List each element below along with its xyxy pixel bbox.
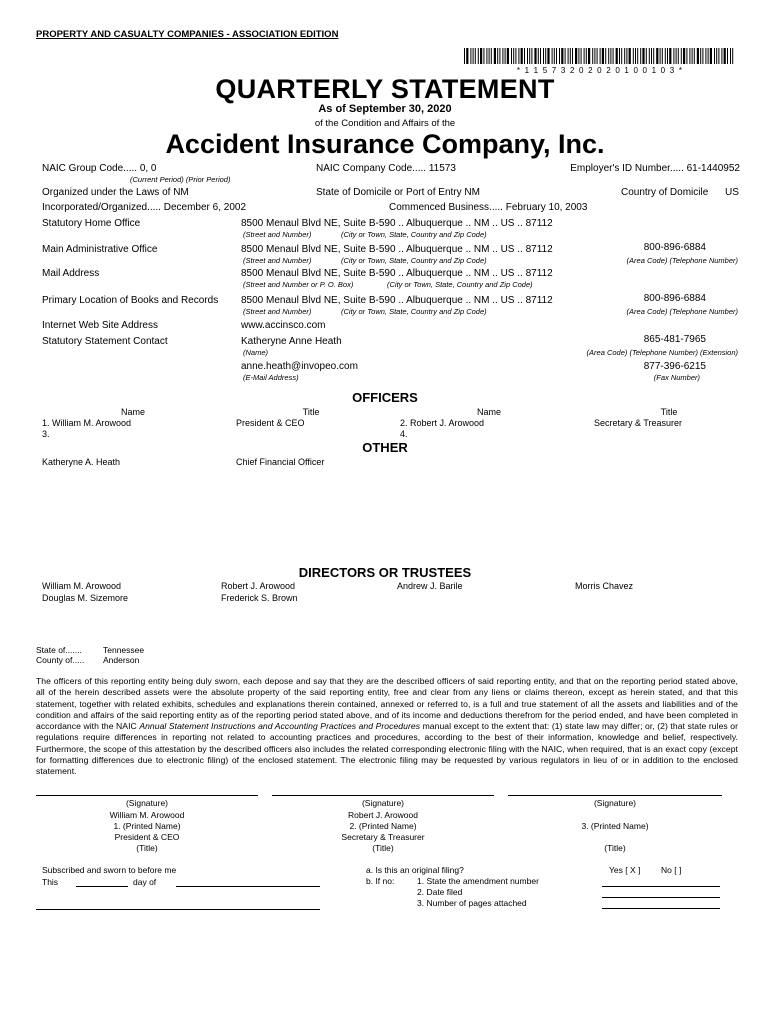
officers-heading: OFFICERS xyxy=(352,390,418,405)
barcode-bar xyxy=(600,48,601,64)
pages-attached-label: 3. Number of pages attached xyxy=(417,898,527,908)
barcode-bar xyxy=(626,48,627,64)
day-line xyxy=(76,886,128,887)
director-name: Frederick S. Brown xyxy=(221,593,298,603)
email-hint: (E-Mail Address) xyxy=(243,373,299,382)
city-hint: (City or Town, State, Country and Zip Code) xyxy=(341,307,487,316)
barcode-bar xyxy=(662,48,663,64)
barcode-bar xyxy=(531,48,532,64)
barcode-bar xyxy=(559,48,560,64)
phone-extension-hint: (Area Code) (Telephone Number) (Extension) xyxy=(586,348,738,357)
employer-id: Employer's ID Number..... 61-1440952 xyxy=(570,163,740,174)
barcode-bar xyxy=(483,48,484,64)
amendment-number-label: 1. State the amendment number xyxy=(417,876,539,886)
barcode-bar xyxy=(635,48,636,64)
officer-1-name: 1. William M. Arowood xyxy=(42,418,132,428)
barcode-bar xyxy=(730,48,731,64)
main-admin-address: 8500 Menaul Blvd NE, Suite B-590 .. Albuquerque .. NM .. US .. 87112 xyxy=(241,244,553,255)
title-label: (Title) xyxy=(604,843,626,853)
title-label: (Title) xyxy=(372,843,394,853)
barcode-bar xyxy=(714,48,715,64)
barcode-bar xyxy=(697,48,699,64)
website-label: Internet Web Site Address xyxy=(42,320,158,331)
barcode-bar xyxy=(660,48,661,64)
contact-name: Katheryne Anne Heath xyxy=(241,336,342,347)
barcode-bar xyxy=(470,48,471,64)
signature-label: (Signature) xyxy=(593,798,637,808)
barcode-bar xyxy=(646,48,647,64)
barcode-bar xyxy=(673,48,674,64)
original-filing-yes: Yes [ X ] xyxy=(609,865,641,875)
city-hint: (City or Town, State, Country and Zip Code) xyxy=(341,230,487,239)
barcode-bar xyxy=(521,48,523,64)
barcode-bar xyxy=(494,48,496,64)
director-name: Douglas M. Sizemore xyxy=(42,593,129,603)
barcode-bar xyxy=(651,48,652,64)
barcode-bar xyxy=(515,48,516,64)
contact-email: anne.heath@invopeo.com xyxy=(241,361,358,372)
attestation-italic-text: Annual Statement Instructions and Accounting Practices and Procedures xyxy=(139,721,421,732)
barcode-bar xyxy=(561,48,563,64)
barcode-bar xyxy=(633,48,634,64)
signer-2-name: Robert J. Arowood xyxy=(348,810,418,820)
pages-attached-line xyxy=(602,908,720,909)
state-of-domicile: State of Domicile or Port of Entry NM xyxy=(316,187,480,198)
barcode-bar xyxy=(507,48,509,64)
books-records-address: 8500 Menaul Blvd NE, Suite B-590 .. Albuquerque .. NM .. US .. 87112 xyxy=(241,295,553,306)
other-officer-name: Katheryne A. Heath xyxy=(42,457,121,467)
printed-name-label: 1. (Printed Name) xyxy=(113,821,181,831)
barcode-bar xyxy=(656,48,658,64)
barcode-bar xyxy=(570,48,571,64)
barcode-bar xyxy=(568,48,569,64)
books-records-phone: 800-896-6884 xyxy=(643,293,706,304)
barcode-bar xyxy=(621,48,622,64)
phone-hint: (Area Code) (Telephone Number) xyxy=(626,256,738,265)
contact-phone: 865-481-7965 xyxy=(643,334,706,345)
country-domicile-label: Country of Domicile xyxy=(621,187,709,198)
barcode-bar xyxy=(466,48,468,64)
barcode-bar xyxy=(581,48,582,64)
attestation-text: The officers of this reporting entity being duly sworn, each depose and say that they are the described officers of said reporting entity, and that on the reporting period stated above, all of the herein described assets were the absolute property of the said reporting entity, free and clear from any liens or claims thereon, except as herein stated, and that this statement, together with related exhibits, schedules and explanations therein contained, annexed or referred to, is a full and true statement of all the assets and liabilities and of the condition and affairs of the said reporting entity as of the reporting period stated above, and of its income and deductions therefrom for the period ended, and have been completed in accordance with the NAIC xyxy=(36,676,738,732)
city-hint: (City or Town, State, Country and Zip Code) xyxy=(341,256,487,265)
barcode-bar xyxy=(584,48,585,64)
barcode-bar xyxy=(608,48,609,64)
barcode-bar xyxy=(513,48,514,64)
barcode-bar xyxy=(681,48,682,64)
barcode-bar xyxy=(710,48,712,64)
barcode-bar xyxy=(547,48,549,64)
officers-title-header: Title xyxy=(660,407,678,417)
barcode-bar xyxy=(475,48,476,64)
subscribed-text: Subscribed and sworn to before me xyxy=(42,865,177,875)
state-value: Tennessee xyxy=(103,645,145,655)
barcode-bar xyxy=(676,48,677,64)
barcode-bar xyxy=(578,48,579,64)
barcode-bar xyxy=(486,48,487,64)
barcode-bar xyxy=(721,48,722,64)
director-name: William M. Arowood xyxy=(42,581,122,591)
period-hint: (Current Period) (Prior Period) xyxy=(130,175,231,184)
barcode-bar xyxy=(669,48,671,64)
printed-name-label: 2. (Printed Name) xyxy=(349,821,417,831)
attestation-paragraph xyxy=(36,676,738,778)
title-label: (Title) xyxy=(136,843,158,853)
barcode-bar xyxy=(653,48,654,64)
barcode-bar xyxy=(705,48,706,64)
street-hint: (Street and Number) xyxy=(243,307,312,316)
original-filing-no: No [ ] xyxy=(661,865,682,875)
barcode-bar xyxy=(565,48,566,64)
month-line xyxy=(176,886,320,887)
street-hint: (Street and Number) xyxy=(243,230,312,239)
street-hint: (Street and Number) xyxy=(243,256,312,265)
barcode-bar xyxy=(624,48,625,64)
pobox-hint: (Street and Number or P. O. Box) xyxy=(243,280,354,289)
officer-2-title: Secretary & Treasurer xyxy=(594,418,683,428)
barcode-bar xyxy=(545,48,546,64)
barcode-bar xyxy=(678,48,679,64)
directors-heading: DIRECTORS OR TRUSTEES xyxy=(298,565,472,580)
barcode-bar xyxy=(667,48,668,64)
barcode xyxy=(464,48,736,64)
barcode-bar xyxy=(497,48,498,64)
signature-line xyxy=(36,795,258,796)
phone-hint: (Area Code) (Telephone Number) xyxy=(626,307,738,316)
as-of-date: As of September 30, 2020 xyxy=(318,103,452,115)
incorporated-date: Incorporated/Organized..... December 6, 2002 xyxy=(42,202,247,213)
fax-hint: (Fax Number) xyxy=(653,373,700,382)
other-officer-title: Chief Financial Officer xyxy=(236,457,325,467)
barcode-bar xyxy=(586,48,587,64)
attestation-text: manual except to the extent that: (1) state law may differ; or, (2) that state rules or regulations require differences in reporting not related to accounting practices and procedures, according to the best of their information, knowledge and belief, respectively. Furthermore, the scope of this attestation by the described officers also includes the related corresponding electronic filing with the NAIC, when required, that is an exact copy (except for formatting differences due to electronic filing) of the enclosed statement. The electronic filing may be requested by various regulators in lieu of or in addition to the enclosed statement. xyxy=(36,721,739,777)
barcode-bar xyxy=(689,48,690,64)
statutory-home-label: Statutory Home Office xyxy=(42,218,141,229)
books-records-label: Primary Location of Books and Records xyxy=(42,295,219,306)
name-hint: (Name) xyxy=(243,348,269,357)
barcode-bar xyxy=(610,48,611,64)
barcode-bar xyxy=(665,48,666,64)
barcode-bar xyxy=(727,48,728,64)
document-subtitle: of the Condition and Affairs of the xyxy=(314,118,456,129)
barcode-bar xyxy=(473,48,474,64)
barcode-bar xyxy=(543,48,544,64)
barcode-bar xyxy=(716,48,717,64)
director-name: Andrew J. Barile xyxy=(397,581,463,591)
city-hint: (City or Town, State, Country and Zip Code) xyxy=(387,280,533,289)
barcode-bar xyxy=(649,48,650,64)
barcode-bar xyxy=(489,48,490,64)
main-admin-phone: 800-896-6884 xyxy=(643,242,706,253)
if-no-label: b. If no: xyxy=(366,876,395,886)
date-filed-label: 2. Date filed xyxy=(417,887,463,897)
barcode-bar xyxy=(572,48,573,64)
country-domicile-value: US xyxy=(725,187,739,198)
barcode-bar xyxy=(708,48,709,64)
mail-address-label: Mail Address xyxy=(42,268,100,279)
barcode-bar xyxy=(642,48,644,64)
barcode-bar xyxy=(602,48,604,64)
barcode-bar xyxy=(502,48,503,64)
barcode-bar xyxy=(605,48,606,64)
amendment-number-line xyxy=(602,886,720,887)
barcode-bar xyxy=(694,48,695,64)
barcode-bar xyxy=(491,48,492,64)
date-filed-line xyxy=(602,897,720,898)
barcode-bar xyxy=(700,48,701,64)
signature-label: (Signature) xyxy=(125,798,169,808)
officers-title-header: Title xyxy=(302,407,320,417)
other-heading: OTHER xyxy=(362,440,408,455)
director-name: Morris Chavez xyxy=(575,581,634,591)
barcode-bar xyxy=(640,48,641,64)
document-title: QUARTERLY STATEMENT xyxy=(215,74,555,104)
barcode-bar xyxy=(597,48,598,64)
barcode-bar xyxy=(629,48,631,64)
signer-1-title: President & CEO xyxy=(114,832,180,842)
naic-group-code: NAIC Group Code..... 0, 0 xyxy=(42,163,157,174)
fax-number: 877-396-6215 xyxy=(643,361,706,372)
state-label: State of....... xyxy=(36,645,82,655)
barcode-bar xyxy=(505,48,506,64)
officer-2-name: 2. Robert J. Arowood xyxy=(400,418,485,428)
county-label: County of..... xyxy=(36,655,85,665)
organized-laws: Organized under the Laws of NM xyxy=(42,187,189,198)
barcode-bar xyxy=(538,48,539,64)
barcode-bar xyxy=(732,48,733,64)
company-name: Accident Insurance Company, Inc. xyxy=(165,129,605,159)
original-filing-question: a. Is this an original filing? xyxy=(366,865,464,875)
officers-name-header: Name xyxy=(476,407,501,417)
barcode-bar xyxy=(592,48,593,64)
barcode-bar xyxy=(527,48,528,64)
commenced-business: Commenced Business..... February 10, 2003 xyxy=(389,202,588,213)
barcode-bar xyxy=(588,48,590,64)
officer-3-name: 3. xyxy=(42,429,50,439)
barcode-bar xyxy=(724,48,726,64)
notary-signature-line xyxy=(36,909,320,910)
barcode-bar xyxy=(524,48,525,64)
barcode-bar xyxy=(686,48,687,64)
barcode-bar xyxy=(478,48,479,64)
signature-label: (Signature) xyxy=(361,798,405,808)
officer-4-name: 4. xyxy=(400,429,408,439)
barcode-bar xyxy=(499,48,500,64)
officers-name-header: Name xyxy=(120,407,145,417)
barcode-bar xyxy=(464,48,465,64)
director-name: Robert J. Arowood xyxy=(221,581,296,591)
barcode-bar xyxy=(594,48,595,64)
barcode-bar xyxy=(480,48,482,64)
mail-address: 8500 Menaul Blvd NE, Suite B-590 .. Albuquerque .. NM .. US .. 87112 xyxy=(241,268,553,279)
main-admin-label: Main Administrative Office xyxy=(42,244,158,255)
contact-label: Statutory Statement Contact xyxy=(42,336,168,347)
barcode-text: * 1 1 5 7 3 2 0 2 0 2 0 1 0 0 1 0 3 * xyxy=(516,66,684,75)
barcode-bar xyxy=(540,48,541,64)
barcode-bar xyxy=(702,48,703,64)
barcode-bar xyxy=(554,48,555,64)
officer-1-title: President & CEO xyxy=(236,418,305,428)
barcode-bar xyxy=(518,48,519,64)
barcode-bar xyxy=(613,48,614,64)
signer-2-title: Secretary & Treasurer xyxy=(341,832,425,842)
barcode-bar xyxy=(575,48,577,64)
website-value: www.accinsco.com xyxy=(241,320,326,331)
this-label: This xyxy=(42,877,59,887)
county-value: Anderson xyxy=(103,655,140,665)
barcode-bar xyxy=(511,48,512,64)
barcode-bar xyxy=(534,48,536,64)
barcode-bar xyxy=(683,48,685,64)
edition-label: PROPERTY AND CASUALTY COMPANIES - ASSOCIATION EDITION xyxy=(36,29,339,40)
signature-line xyxy=(508,795,722,796)
signer-1-name: William M. Arowood xyxy=(109,810,185,820)
barcode-bar xyxy=(637,48,638,64)
barcode-bar xyxy=(718,48,719,64)
barcode-bar xyxy=(529,48,530,64)
signature-line xyxy=(272,795,494,796)
barcode-bar xyxy=(619,48,620,64)
barcode-bar xyxy=(692,48,693,64)
day-of-label: day of xyxy=(133,877,157,887)
naic-company-code: NAIC Company Code..... 11573 xyxy=(316,163,456,174)
barcode-bar xyxy=(552,48,553,64)
barcode-bar xyxy=(556,48,557,64)
statutory-home-address: 8500 Menaul Blvd NE, Suite B-590 .. Albuquerque .. NM .. US .. 87112 xyxy=(241,218,553,229)
printed-name-label: 3. (Printed Name) xyxy=(581,821,649,831)
barcode-bar xyxy=(616,48,618,64)
